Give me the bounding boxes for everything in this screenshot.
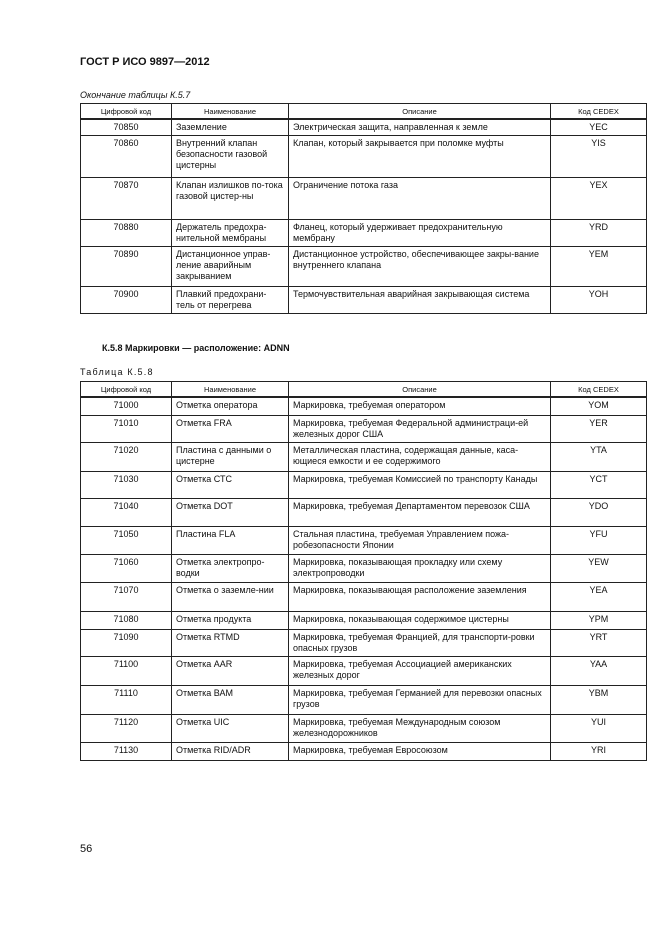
table1 <box>80 103 647 314</box>
name-cell: Отметка RID/ADR <box>172 742 289 760</box>
table-row <box>81 119 647 136</box>
name-cell: Отметка продукта <box>172 611 289 629</box>
code-cell: 71040 <box>81 498 172 526</box>
description-cell: Маркировка, требуемая Международным союзом железнодорожников <box>289 714 551 742</box>
name-cell: Дистанционное управ-ление аварийным закрыванием <box>172 247 289 287</box>
name-cell: Пластина FLA <box>172 526 289 554</box>
cedex-cell: YUI <box>551 714 647 742</box>
description-cell: Дистанционное устройство, обеспечивающее закры-вание внутреннего клапана <box>289 247 551 287</box>
cedex-cell: YPM <box>551 611 647 629</box>
cedex-cell: YRD <box>551 220 647 247</box>
name-cell: Отметка DOT <box>172 498 289 526</box>
name-cell: Отметка оператора <box>172 397 289 415</box>
table2-caption: Таблица К.5.8 <box>80 367 154 377</box>
name-cell: Отметка электропро-водки <box>172 554 289 582</box>
name-cell: Отметка о заземле-нии <box>172 582 289 611</box>
cedex-cell: YEM <box>551 247 647 287</box>
cedex-cell: YEW <box>551 554 647 582</box>
name-cell: Отметка RTMD <box>172 629 289 656</box>
code-cell: 70880 <box>81 220 172 247</box>
description-cell: Термочувствительная аварийная закрывающая система <box>289 287 551 314</box>
column-header: Описание <box>289 104 551 120</box>
cedex-cell: YDO <box>551 498 647 526</box>
column-header: Цифровой код <box>81 382 172 398</box>
cedex-cell: YBM <box>551 685 647 714</box>
code-cell: 70890 <box>81 247 172 287</box>
table-row <box>81 656 647 685</box>
cedex-cell: YTA <box>551 442 647 471</box>
table-row <box>81 582 647 611</box>
cedex-cell: YCT <box>551 471 647 498</box>
description-cell: Маркировка, показывающая расположение заземления <box>289 582 551 611</box>
description-cell: Маркировка, показывающая прокладку или схему электропроводки <box>289 554 551 582</box>
description-cell: Маркировка, требуемая Ассоциацией американских железных дорог <box>289 656 551 685</box>
code-cell: 71110 <box>81 685 172 714</box>
cedex-cell: YEA <box>551 582 647 611</box>
document-header: ГОСТ Р ИСО 9897—2012 <box>80 56 210 68</box>
table-row <box>81 611 647 629</box>
table-row <box>81 714 647 742</box>
table-row <box>81 498 647 526</box>
section-title: К.5.8 Маркировки — расположение: ADNN <box>102 343 290 353</box>
code-cell: 71030 <box>81 471 172 498</box>
code-cell: 71020 <box>81 442 172 471</box>
code-cell: 71100 <box>81 656 172 685</box>
column-header: Наименование <box>172 104 289 120</box>
cedex-cell: YOH <box>551 287 647 314</box>
description-cell: Маркировка, требуемая Германией для перевозки опасных грузов <box>289 685 551 714</box>
description-cell: Маркировка, требуемая Комиссией по транспорту Канады <box>289 471 551 498</box>
code-cell: 70900 <box>81 287 172 314</box>
description-cell: Фланец, который удерживает предохранительную мембрану <box>289 220 551 247</box>
table1-caption: Окончание таблицы К.5.7 <box>80 90 191 100</box>
description-cell: Маркировка, показывающая содержимое цистерны <box>289 611 551 629</box>
column-header: Наименование <box>172 382 289 398</box>
description-cell: Маркировка, требуемая Францией, для транспорти-ровки опасных грузов <box>289 629 551 656</box>
name-cell: Отметка СТС <box>172 471 289 498</box>
table-row <box>81 442 647 471</box>
code-cell: 70850 <box>81 119 172 136</box>
table-row <box>81 220 647 247</box>
description-cell: Металлическая пластина, содержащая данные, каса-ющиеся емкости и ее содержимого <box>289 442 551 471</box>
table-row <box>81 397 647 415</box>
description-cell: Электрическая защита, направленная к земле <box>289 119 551 136</box>
cedex-cell: YAA <box>551 656 647 685</box>
column-header: Цифровой код <box>81 104 172 120</box>
cedex-cell: YRT <box>551 629 647 656</box>
name-cell: Отметка FRA <box>172 415 289 442</box>
code-cell: 71120 <box>81 714 172 742</box>
description-cell: Маркировка, требуемая Департаментом перевозок США <box>289 498 551 526</box>
page-number: 56 <box>80 843 93 855</box>
description-cell: Маркировка, требуемая оператором <box>289 397 551 415</box>
name-cell: Заземление <box>172 119 289 136</box>
table-row <box>81 136 647 178</box>
table-row <box>81 685 647 714</box>
cedex-cell: YIS <box>551 136 647 178</box>
table-row <box>81 526 647 554</box>
name-cell: Отметка AAR <box>172 656 289 685</box>
cedex-cell: YFU <box>551 526 647 554</box>
table-row <box>81 629 647 656</box>
description-cell: Маркировка, требуемая Федеральной администраци-ей железных дорог США <box>289 415 551 442</box>
cedex-cell: YEX <box>551 178 647 220</box>
table-row <box>81 471 647 498</box>
column-header: Описание <box>289 382 551 398</box>
code-cell: 71010 <box>81 415 172 442</box>
code-cell: 71070 <box>81 582 172 611</box>
name-cell: Отметка UIC <box>172 714 289 742</box>
name-cell: Держатель предохра-нительной мембраны <box>172 220 289 247</box>
code-cell: 71050 <box>81 526 172 554</box>
description-cell: Маркировка, требуемая Евросоюзом <box>289 742 551 760</box>
table1-header-row <box>81 104 647 120</box>
table-row <box>81 287 647 314</box>
name-cell: Клапан излишков по-тока газовой цистер-ны <box>172 178 289 220</box>
name-cell: Внутренний клапан безопасности газовой цистерны <box>172 136 289 178</box>
table2 <box>80 381 647 761</box>
code-cell: 70860 <box>81 136 172 178</box>
description-cell: Стальная пластина, требуемая Управлением пожа-робезопасности Японии <box>289 526 551 554</box>
column-header: Код CEDEX <box>551 382 647 398</box>
table-row <box>81 742 647 760</box>
name-cell: Отметка ВАМ <box>172 685 289 714</box>
name-cell: Пластина с данными о цистерне <box>172 442 289 471</box>
cedex-cell: YEC <box>551 119 647 136</box>
table-row <box>81 247 647 287</box>
code-cell: 70870 <box>81 178 172 220</box>
column-header: Код CEDEX <box>551 104 647 120</box>
code-cell: 71080 <box>81 611 172 629</box>
cedex-cell: YOM <box>551 397 647 415</box>
table-row <box>81 178 647 220</box>
description-cell: Клапан, который закрывается при поломке муфты <box>289 136 551 178</box>
code-cell: 71130 <box>81 742 172 760</box>
code-cell: 71000 <box>81 397 172 415</box>
description-cell: Ограничение потока газа <box>289 178 551 220</box>
table-row <box>81 415 647 442</box>
code-cell: 71060 <box>81 554 172 582</box>
table-row <box>81 554 647 582</box>
table2-header-row <box>81 382 647 398</box>
cedex-cell: YRI <box>551 742 647 760</box>
cedex-cell: YER <box>551 415 647 442</box>
name-cell: Плавкий предохрани-тель от перегрева <box>172 287 289 314</box>
code-cell: 71090 <box>81 629 172 656</box>
